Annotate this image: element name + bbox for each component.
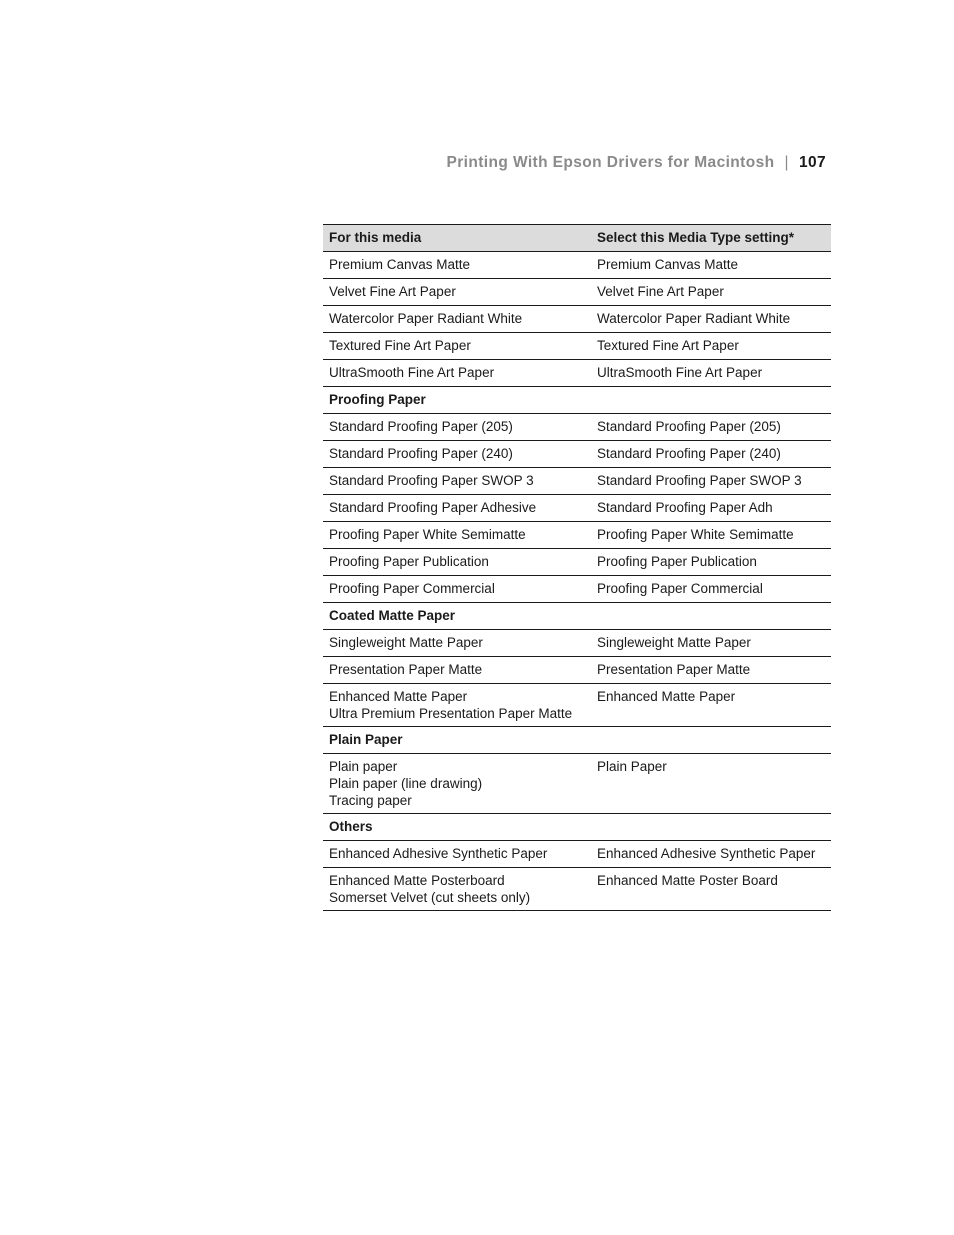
media-cell bbox=[323, 549, 591, 576]
chapter-title: Printing With Epson Drivers for Macintosh bbox=[446, 154, 775, 171]
media-cell bbox=[323, 522, 591, 549]
column-header-setting: Select this Media Type setting* bbox=[591, 225, 831, 252]
section-header-row bbox=[323, 727, 831, 754]
section-label: Others bbox=[323, 814, 831, 841]
media-name: Ultra Premium Presentation Paper Matte bbox=[329, 706, 573, 721]
table-row bbox=[323, 360, 831, 387]
media-type-setting-cell: Plain Paper bbox=[591, 754, 831, 814]
media-name: Proofing Paper Commercial bbox=[329, 581, 495, 596]
media-cell bbox=[323, 414, 591, 441]
media-type-setting-cell: Standard Proofing Paper (205) bbox=[591, 414, 831, 441]
section-header-row bbox=[323, 603, 831, 630]
media-type-setting-cell: Velvet Fine Art Paper bbox=[591, 279, 831, 306]
running-header bbox=[446, 154, 826, 172]
header-separator: | bbox=[784, 154, 789, 171]
media-type-setting-cell: Watercolor Paper Radiant White bbox=[591, 306, 831, 333]
media-type-setting-cell: Proofing Paper White Semimatte bbox=[591, 522, 831, 549]
table-row bbox=[323, 630, 831, 657]
media-name: Standard Proofing Paper Adhesive bbox=[329, 500, 537, 515]
section-header-row bbox=[323, 387, 831, 414]
media-name: Somerset Velvet (cut sheets only) bbox=[329, 890, 531, 905]
media-name: Enhanced Matte Posterboard bbox=[329, 873, 505, 888]
table-row bbox=[323, 414, 831, 441]
media-type-setting-cell: Standard Proofing Paper Adh bbox=[591, 495, 831, 522]
media-name: Enhanced Adhesive Synthetic Paper bbox=[329, 846, 548, 861]
table-row bbox=[323, 576, 831, 603]
media-name: Proofing Paper White Semimatte bbox=[329, 527, 526, 542]
section-label: Coated Matte Paper bbox=[323, 603, 831, 630]
media-name: Standard Proofing Paper (240) bbox=[329, 446, 513, 461]
media-cell bbox=[323, 495, 591, 522]
section-label: Proofing Paper bbox=[323, 387, 831, 414]
media-type-setting-cell: Enhanced Matte Paper bbox=[591, 684, 831, 727]
media-name: Singleweight Matte Paper bbox=[329, 635, 483, 650]
media-cell bbox=[323, 841, 591, 868]
table-row bbox=[323, 441, 831, 468]
media-cell bbox=[323, 684, 591, 727]
media-cell bbox=[323, 306, 591, 333]
media-name: Textured Fine Art Paper bbox=[329, 338, 471, 353]
media-cell bbox=[323, 657, 591, 684]
table-row bbox=[323, 333, 831, 360]
table-row bbox=[323, 684, 831, 727]
media-name: Standard Proofing Paper (205) bbox=[329, 419, 513, 434]
media-cell bbox=[323, 576, 591, 603]
media-name: UltraSmooth Fine Art Paper bbox=[329, 365, 495, 380]
table-row bbox=[323, 868, 831, 911]
table-row bbox=[323, 306, 831, 333]
media-name: Enhanced Matte Paper bbox=[329, 689, 468, 704]
table-row bbox=[323, 841, 831, 868]
media-type-setting-cell: Premium Canvas Matte bbox=[591, 252, 831, 279]
media-name: Presentation Paper Matte bbox=[329, 662, 483, 677]
table-row bbox=[323, 754, 831, 814]
table-row bbox=[323, 549, 831, 576]
column-header-media: For this media bbox=[323, 225, 591, 252]
media-cell bbox=[323, 754, 591, 814]
table-body bbox=[323, 252, 831, 911]
table-row bbox=[323, 522, 831, 549]
media-type-setting-cell: Enhanced Adhesive Synthetic Paper bbox=[591, 841, 831, 868]
media-cell bbox=[323, 630, 591, 657]
table-row bbox=[323, 468, 831, 495]
media-name: Premium Canvas Matte bbox=[329, 257, 471, 272]
media-name: Plain paper (line drawing) bbox=[329, 776, 483, 791]
table-header-row bbox=[323, 225, 831, 252]
section-label: Plain Paper bbox=[323, 727, 831, 754]
media-cell bbox=[323, 252, 591, 279]
table-row bbox=[323, 279, 831, 306]
table-row bbox=[323, 495, 831, 522]
media-name: Plain paper bbox=[329, 759, 398, 774]
media-type-setting-cell: Proofing Paper Commercial bbox=[591, 576, 831, 603]
media-type-setting-cell: UltraSmooth Fine Art Paper bbox=[591, 360, 831, 387]
media-type-setting-cell: Proofing Paper Publication bbox=[591, 549, 831, 576]
table-row bbox=[323, 657, 831, 684]
media-name: Watercolor Paper Radiant White bbox=[329, 311, 523, 326]
media-cell bbox=[323, 441, 591, 468]
media-name: Tracing paper bbox=[329, 793, 412, 808]
media-name: Proofing Paper Publication bbox=[329, 554, 489, 569]
media-cell bbox=[323, 333, 591, 360]
media-cell bbox=[323, 868, 591, 911]
media-type-setting-cell: Standard Proofing Paper (240) bbox=[591, 441, 831, 468]
table-row bbox=[323, 252, 831, 279]
media-type-setting-cell: Singleweight Matte Paper bbox=[591, 630, 831, 657]
media-type-table bbox=[323, 224, 831, 911]
media-cell bbox=[323, 360, 591, 387]
media-cell bbox=[323, 279, 591, 306]
media-type-setting-cell: Textured Fine Art Paper bbox=[591, 333, 831, 360]
media-name: Standard Proofing Paper SWOP 3 bbox=[329, 473, 534, 488]
media-cell bbox=[323, 468, 591, 495]
media-type-setting-cell: Enhanced Matte Poster Board bbox=[591, 868, 831, 911]
page-number: 107 bbox=[798, 154, 826, 171]
media-type-setting-cell: Presentation Paper Matte bbox=[591, 657, 831, 684]
media-name: Velvet Fine Art Paper bbox=[329, 284, 456, 299]
media-type-setting-cell: Standard Proofing Paper SWOP 3 bbox=[591, 468, 831, 495]
section-header-row bbox=[323, 814, 831, 841]
